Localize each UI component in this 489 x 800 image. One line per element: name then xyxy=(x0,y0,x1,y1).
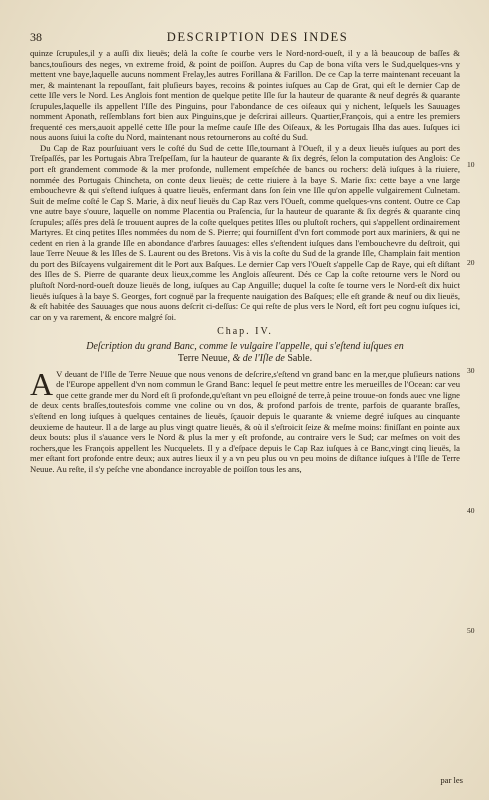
chapter-heading: Chap. IV. xyxy=(217,326,273,338)
margin-number: 20 xyxy=(467,258,475,267)
paragraph-grand-banc-text: V deuant de l'Iſle de Terre Neuue que nous venons de deſcrire,s'eſtend vn grand banc en la mer,que pluſieurs nations de l'Europe appellent d'vn nom commun le Grand Banc: lequel ſe peut mettre entre les merueilles de l'Ocean: car veu que cette grande mer du Nord eſt ſi profonde,qu'eſtant vn peu eſloigné de terre,à peine trouue-on fonds auec vne ligne de deux cents braſſes,toutesfois comme vne coline ou vn dos, & profond parfois de trente, parfois de quarante braſſes, s'eſtend en long iuſques à quelques centaines de lieuës, ſçauoir depuis le quarante & vnieme degré iuſques au cinquante deuxieme de hauteur. Il a de large au plus vingt quatre lieuës, & où il s'eſtroicit ſeize & meſme moins: finiſſant en pointe aux deux bouts: plus il s'auance vers le Nord & plus la mer y eſt profonde, au contraire vers le Sud; car meſmes on voit des rochers,que les François appellent les Nucquelets. Il y a d'eſpace depuis le Cap Raz iuſques à ce Banc,vingt cinq lieuës, la mer eſtant fort profonde entre deux; aux autres lieux il y a vn peu plus ou vn peu moins de diſtance iuſques à l'Iſle de Terre Neuue. Au reſte, il s'y peſche vne abondance incroyable de poiſſon tous les ans, xyxy=(30,368,460,474)
page-number: 38 xyxy=(30,30,42,44)
paragraph-cape-raz: Du Cap de Raz pourſuiuant vers le coſté du Sud de cette Iſle,tournant à l'Oueſt, il y a deux lieuës iuſques au port des Treſpaſſés, par les Portugais Abra Treſpeſſam, ſur la hauteur de quarante & ſix degrés, ſelon la computation des Anglois: Ce port eſt grandement commode & la mer profonde, nullement empeſchée de bancs ou rochers: delà iuſques à la riuiere, nommée des Portugais Chincheta, on conte deux lieuës; de cette riuiere à la baye S. Marie ſix: cette baye a vne large embouchevre & qui s'eſtend iuſques à quatre lieuës, enfermant dans ſon ſein vne Iſle qu'on appelle vulgairement Culnetam. Suit de meſme coſté le Cap S. Marie, à dix neuf lieuës du Cap Raz vers l'Oueſt, comme quelques-vns content. Outre ce Cap vne autre baye s'ouure, laquelle on nomme Placentia ou Praſencia, ſur la hauteur de quarante & ſix degrés & quarante cinq ſcrupules; aſſés pres delà ſe trouuent aupres de la coſte quelques petites Iſles ou pluſtoſt rochers, qui s'appellent ordinairement Martyres. Et cinq petites Iſles nommées du nom de S. Pierre; qui fourniſſent d'vn fort commode port aux mariniers, & qui ne cedent en rien à la grande Iſle en abondance d'arbres ſauuages: elles s'eſtendent iuſques dans l'embouchevre du deſtroit, qui laue Terre Neuue & les Iſles de S. Laurent ou des Bretons. Vis à vis la coſte du Sud de la grande Iſle, Champlain fait mention du port des Biſcayens vulgairement dit le Port aux Baſques. Le dernier Cap vers l'Oueſt s'appelle Cap de Raye, qui eſt diſtant des Iſles de S. Pierre de quarante deux lieux,comme les Anglois aſſeurent. Dés ce Cap la coſte retourne vers le Nord ou pluſtoſt Nord-nord-oueſt douze lieuës de long, iuſques au Cap Anguille; duquel la coſte ſe tourne vers le Nord-eſt dix huict lieuës iuſques à la baye S. Georges, fort cognuë par la frequente nauigation des Baſques; elle eſt grande & neuf ou dix lieuës, & eſt habitée des Sauuages que nous auons deſcrit ci-deſſus: Ce qui reſte de plus vers le Nord, eſt fort peu cognu iuſques ici, car on y va rarement, & encore malgré ſoi. xyxy=(30,142,460,322)
chapter-title-part-1: Deſcription du grand Banc, comme le vulgaire l'appelle, qui s'eſtend iuſques en xyxy=(86,340,404,352)
margin-number: 50 xyxy=(467,626,475,635)
running-title: DESCRIPTION DES INDES xyxy=(166,30,349,44)
margin-number: 30 xyxy=(467,366,475,375)
chapter-title xyxy=(30,341,460,365)
catchword: par les xyxy=(440,775,463,785)
drop-capital: A xyxy=(30,365,54,402)
paragraph-grand-banc xyxy=(30,365,460,474)
margin-number: 40 xyxy=(467,506,475,515)
page-body xyxy=(30,48,460,474)
chapter-title-part-3: & de l'Iſle de xyxy=(232,352,285,364)
page-header xyxy=(30,30,467,46)
margin-number: 10 xyxy=(467,160,475,169)
paragraph-cape-bona-vista: quinze ſcrupules,il y a auſſi dix lieuës; delà la coſte ſe courbe vers le Nord-nord-oueſt, il y a là beaucoup de baſſes & bancs,touſiours des neges, vn extreme froid, & point de poiſſon. Aupres du Cap de bona viſta vers le Sud,quelques-vns y mettent vne baye,laquelle aucuns nomment Frelay,les autres Forillana & Farillon. De ce Cap la terre maintenant receuant la mer, & maintenant la repouſſant, fait pluſieurs bayes, recoins & pointes iuſques au Cap de Grat, qui eſt le dernier Cap de cette Iſle vers le Nord. Les Anglois font mention de quelque petite Iſle ſur la hauteur de quarante & neuf degrés & quarante ſcrupules,laquelle ils appellent l'Iſle des Pinguins, pour l'abondance de ces oiſeaux qui y nichent, leſquels les Sauuages nomment Aponath, reſſemblans fort bien aux Pinguins,que je deſcrirai ailleurs. Quartier,François, qui a entre les premiers frequenté ces mers,auoit appellé cette Iſle pour la meſme cauſe Iſle des Oiſeaux, & les Portugais Ilha das aues. Iuſques ici nous auons ſuiui la coſte du Nord, maintenant nous retournerons au coſté du Sud. xyxy=(30,48,460,143)
chapter-title-part-4: Sable. xyxy=(287,352,313,364)
chapter-title-part-2: Terre Neuue, xyxy=(177,352,230,364)
